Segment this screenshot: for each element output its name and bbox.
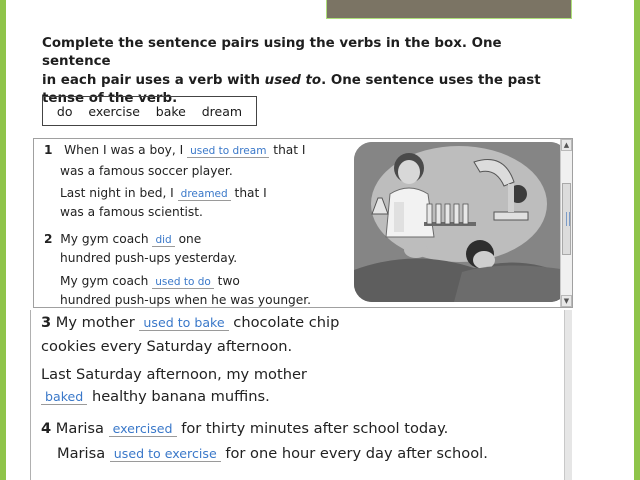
answer-blank[interactable]: dreamed (178, 188, 231, 201)
exercise-number: 1 (44, 143, 53, 157)
exercise-scroll-panel[interactable] (33, 138, 573, 308)
answer-blank[interactable]: did (152, 234, 174, 247)
sentence-text: one (178, 232, 202, 246)
instructions-line-2 (42, 72, 572, 90)
sentence-text: My gym coach (60, 232, 149, 246)
sentence-text: When I was a boy, I (64, 143, 184, 157)
instructions-emphasis: used to (264, 72, 322, 88)
exercise-3-sentence-b-line2 (41, 388, 270, 405)
exercise-lower-panel (30, 310, 572, 480)
scroll-up-arrow-icon[interactable]: ▲ (561, 139, 572, 151)
answer-blank[interactable]: used to dream (187, 145, 269, 158)
sentence-text: My gym coach (60, 274, 149, 288)
exercise-4-sentence-a (41, 420, 448, 437)
answer-blank[interactable]: used to do (152, 276, 214, 289)
exercise-number: 2 (44, 232, 53, 246)
slide-title-tab (326, 0, 572, 19)
exercise-number: 3 (41, 314, 52, 331)
exercise-2-sentence-b (60, 274, 240, 288)
exercise-4-sentence-b (57, 445, 488, 462)
slide-right-accent (634, 0, 640, 480)
lower-scrollbar[interactable] (564, 310, 572, 480)
answer-blank[interactable]: baked (41, 389, 87, 405)
sentence-text: that I (273, 143, 306, 157)
instructions-line-1: Complete the sentence pairs using the verbs in the box. One sentence (42, 36, 502, 70)
exercise-3-sentence-a (41, 314, 339, 331)
illustration-svg (354, 142, 568, 302)
exercise-number: 4 (41, 420, 52, 437)
verb-word: dream (201, 103, 243, 119)
exercise-2-sentence-a (44, 232, 201, 246)
answer-blank[interactable]: exercised (109, 421, 177, 437)
scroll-down-arrow-icon[interactable]: ▼ (561, 295, 572, 307)
sentence-text: My mother (55, 314, 135, 331)
sentence-text: for one hour every day after school. (225, 445, 488, 462)
slide-right-margin (581, 0, 640, 480)
exercise-1-sentence-a (44, 143, 306, 157)
instructions-line-2-end: . One sentence uses the past (321, 72, 541, 88)
verb-word-box (42, 96, 257, 126)
answer-blank[interactable]: used to bake (139, 315, 228, 331)
exercise-2-sentence-a-line2: hundred push-ups yesterday. (60, 251, 238, 265)
sentence-text: Marisa (55, 420, 104, 437)
vertical-scrollbar[interactable] (560, 139, 572, 307)
sentence-text: two (217, 274, 240, 288)
exercise-1-sentence-b (60, 186, 267, 200)
answer-blank[interactable]: used to exercise (110, 446, 221, 462)
sentence-text: healthy banana muffins. (91, 388, 270, 405)
dreaming-scientist-illustration (354, 142, 568, 302)
exercise-1-sentence-a-line2: was a famous soccer player. (60, 164, 233, 178)
scrollbar-grip-icon (566, 212, 570, 226)
exercise-2-sentence-b-line2: hundred push-ups when he was younger. (60, 293, 312, 307)
verb-word: do (56, 103, 73, 119)
sentence-text: that I (234, 186, 267, 200)
exercise-3-sentence-a-line2: cookies every Saturday afternoon. (41, 338, 293, 355)
instructions-line-2-start: in each pair uses a verb with (42, 72, 265, 88)
sentence-text: chocolate chip (233, 314, 340, 331)
sentence-text: Marisa (57, 445, 106, 462)
verb-word: exercise (88, 103, 140, 119)
exercise-1-sentence-b-line2: was a famous scientist. (60, 205, 203, 219)
sentence-text: Last night in bed, I (60, 186, 174, 200)
verb-word: bake (155, 103, 186, 119)
sentence-text: for thirty minutes after school today. (181, 420, 449, 437)
exercise-3-sentence-b: Last Saturday afternoon, my mother (41, 366, 307, 383)
instructions-line-3: tense of the verb. (42, 91, 178, 107)
slide-left-accent (0, 0, 6, 480)
scrollbar-thumb[interactable] (562, 183, 571, 255)
